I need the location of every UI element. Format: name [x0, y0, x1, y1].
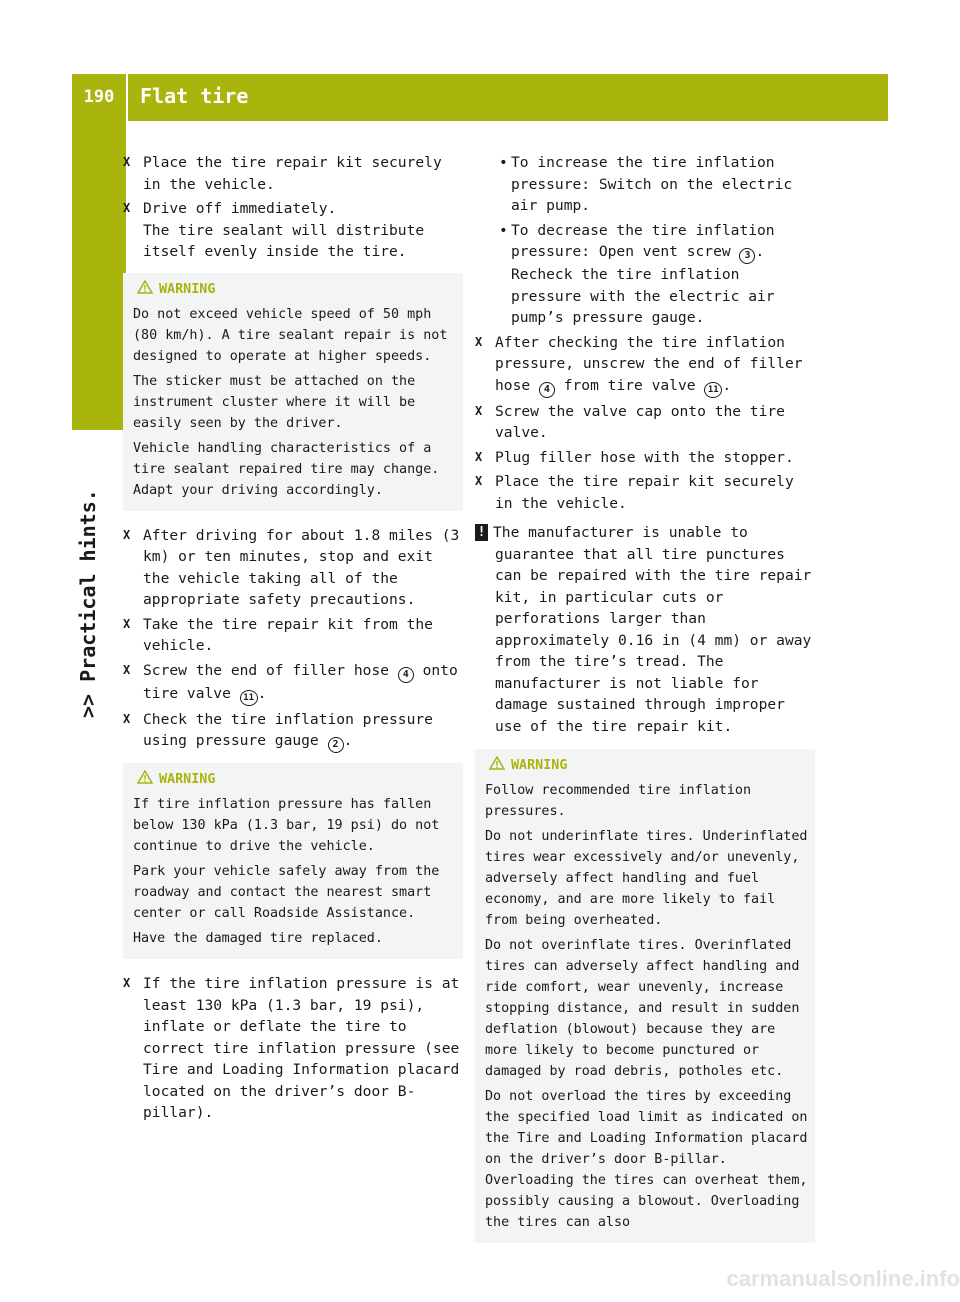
arrow-icon: X [123, 662, 131, 677]
step-item: X After driving for about 1.8 miles (3 km) or ten minutes, stop and exit the vehicle taking all of the appropriate safety precautions. [123, 526, 460, 608]
bullet-dot-icon: • [499, 221, 508, 239]
page-number: 190 [83, 87, 115, 107]
step-result: The tire sealant will distribute itself evenly inside the tire. [143, 221, 425, 260]
warning-box [123, 763, 463, 959]
step-item: X Screw the end of filler hose 4 onto tire valve 11 . [123, 660, 463, 706]
watermark: carmanualsonline.info [726, 1266, 960, 1291]
warning-paragraph: Follow recommended tire inflation pressures. [485, 783, 752, 819]
warning-paragraph: Do not overinflate tires. Overinflated tires can adversely affect handling and ride comfort, wear unevenly, increase stopping distance, and result in sudden deflation (blowout) because they are more likely to become punctured or damaged by road debris, potholes etc. [485, 938, 800, 1079]
warning-paragraph: Park your vehicle safely away from the roadway and contact the nearest smart center or call Roadside Assistance. [133, 864, 440, 921]
right-column [475, 152, 815, 1257]
warning-box [123, 273, 463, 511]
side-tab-block [72, 120, 126, 430]
arrow-icon: X [475, 449, 483, 464]
arrow-icon: X [123, 201, 131, 215]
step-item: X Screw the valve cap onto the tire valve. [475, 402, 785, 441]
warning-box [475, 749, 815, 1243]
callout-number-4: 4 [398, 667, 414, 683]
warning-title: WARNING [133, 769, 457, 790]
step-item: X Take the tire repair kit from the vehicle. [123, 615, 433, 654]
warning-paragraph: The sticker must be attached on the instrument cluster where it will be easily seen by the driver. [133, 373, 416, 431]
page-title: Flat tire [140, 84, 249, 108]
arrow-icon: X [475, 403, 483, 418]
callout-number-11: 11 [240, 690, 258, 706]
arrow-icon: X [123, 711, 131, 726]
arrow-icon: X [123, 527, 131, 542]
callout-number-11: 11 [704, 382, 722, 398]
step-item: X After checking the tire inflation pressure, unscrew the end of filler hose 4 from tire valve 11 . [475, 332, 815, 398]
step-item: X If the tire inflation pressure is at least 130 kPa (1.3 bar, 19 psi), inflate or deflate the tire to correct tire inflation pressure (see Tire and Loading Information placard located on the driver’s door B-pillar). [123, 975, 460, 1121]
step-item: X Place the tire repair kit securely in the vehicle. [475, 473, 794, 512]
callout-number-3: 3 [739, 248, 755, 264]
callout-number-4: 4 [539, 382, 555, 398]
step-item: X Check the tire inflation pressure using pressure gauge 2 . [123, 709, 463, 754]
arrow-icon: X [123, 976, 131, 990]
arrow-icon: X [123, 155, 131, 169]
warning-paragraph: Have the damaged tire replaced. [133, 931, 383, 946]
header-divider [126, 74, 128, 121]
bullet-item: • To increase the tire inflation pressure: Switch on the electric air pump. [499, 154, 793, 214]
arrow-icon: X [475, 334, 483, 349]
step-item: X Plug filler hose with the stopper. [475, 447, 815, 469]
notice-block: ! The manufacturer is unable to guarantee that all tire punctures can be repaired with the tire repair kit, in particular cuts or perforations larger than approximately 0.16 in (4 mm) or away from the tire’s tread. The manufacturer is not liable for damage sustained through improper use of the tire repair kit. [475, 522, 815, 737]
callout-number-2: 2 [328, 737, 344, 753]
bullet-item: • To decrease the tire inflation pressure: Open vent screw 3 . Recheck the tire inflation pressure with the electric air pump’s pressure gauge. [499, 221, 775, 326]
warning-triangle-icon [137, 280, 153, 294]
warning-title: WARNING [485, 755, 809, 776]
warning-paragraph: Do not exceed vehicle speed of 50 mph (80 km/h). A tire sealant repair is not designed to operate at higher speeds. [133, 306, 448, 364]
arrow-icon: X [123, 616, 131, 631]
warning-paragraph: Vehicle handling characteristics of a tire sealant repaired tire may change. Adapt your driving accordingly. [133, 440, 440, 498]
left-column [123, 152, 463, 1127]
warning-paragraph: Do not underinflate tires. Underinflated tires wear excessively and/or unevenly, adversely affect handling and fuel economy, and are more likely to fail from being overheated. [485, 829, 808, 928]
warning-paragraph: Do not overload the tires by exceeding the specified load limit as indicated on the Tire and Loading Information placard on the driver’s door B-pillar. Overloading the tires can overheat them, possibly causing a blowout. Overloading the tires can also [485, 1089, 808, 1230]
section-label: >> Practical hints. [76, 489, 100, 718]
exclamation-icon: ! [475, 524, 488, 541]
arrow-icon: X [475, 474, 483, 488]
warning-paragraph: If tire inflation pressure has fallen below 130 kPa (1.3 bar, 19 psi) do not continue to drive the vehicle. [133, 797, 440, 854]
step-item: X Place the tire repair kit securely in the vehicle. [123, 154, 442, 193]
warning-triangle-icon [137, 770, 153, 784]
step-item: X Drive off immediately. The tire sealant will distribute itself evenly inside the tire. [123, 200, 425, 260]
bullet-dot-icon: • [499, 154, 508, 171]
warning-title: WARNING [133, 279, 457, 300]
warning-triangle-icon [489, 756, 505, 770]
